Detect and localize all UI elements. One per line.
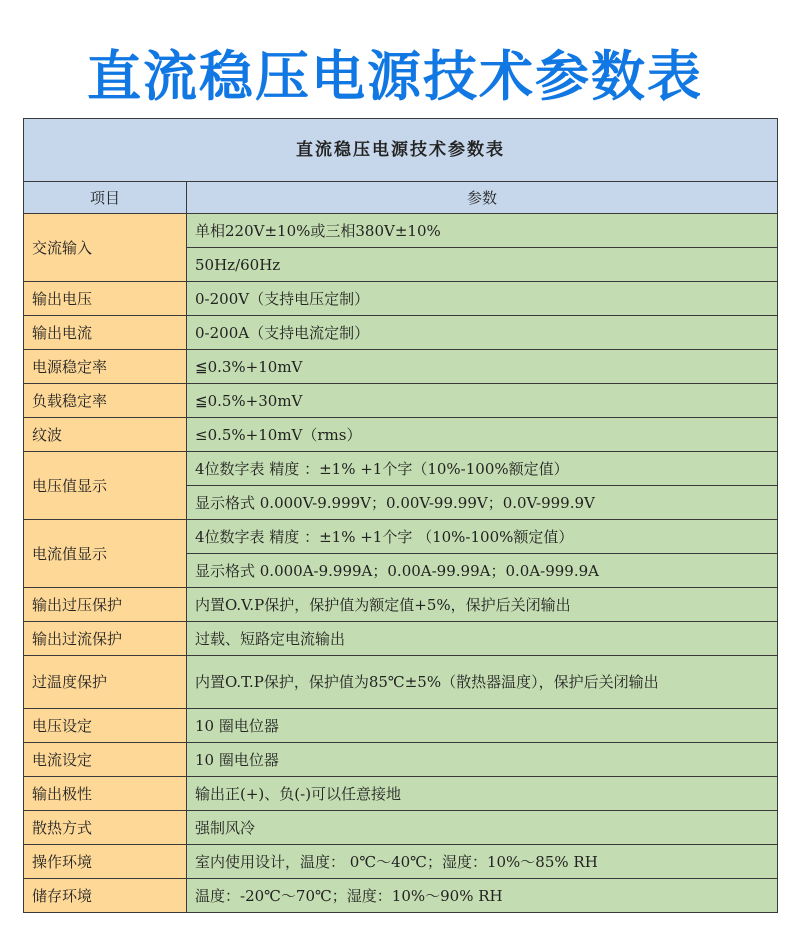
row-label: 储存环境 [24, 879, 187, 913]
table-row [24, 743, 778, 777]
row-value: 过载、短路定电流输出 [187, 622, 778, 656]
table-row [24, 350, 778, 384]
row-value: 10 圈电位器 [187, 743, 778, 777]
row-label: 输出过流保护 [24, 622, 187, 656]
row-value: ≦0.5%+30mV [187, 384, 778, 418]
row-value: 显示格式 0.000V-9.999V；0.00V-99.99V；0.0V-999.9V [187, 486, 778, 520]
table-row [24, 845, 778, 879]
table-row [24, 709, 778, 743]
row-value: 10 圈电位器 [187, 709, 778, 743]
table-row [24, 214, 778, 248]
table-title: 直流稳压电源技术参数表 [24, 119, 778, 182]
spec-table [23, 118, 778, 913]
row-label: 电源稳定率 [24, 350, 187, 384]
row-value: ≤0.5%+10mV（rms） [187, 418, 778, 452]
column-header-row [24, 182, 778, 214]
row-value: 室内使用设计，温度： 0℃～40℃；湿度：10%～85% RH [187, 845, 778, 879]
row-value: 显示格式 0.000A-9.999A；0.00A-99.99A；0.0A-999.9A [187, 554, 778, 588]
row-label: 电流设定 [24, 743, 187, 777]
table-title-row [24, 119, 778, 182]
row-label: 电压设定 [24, 709, 187, 743]
page-title: 直流稳压电源技术参数表 [87, 45, 703, 108]
row-label: 交流输入 [24, 214, 187, 282]
row-label: 输出电流 [24, 316, 187, 350]
row-label: 电流值显示 [24, 520, 187, 588]
row-label: 过温度保护 [24, 656, 187, 709]
row-value: 单相220V±10%或三相380V±10% [187, 214, 778, 248]
row-label: 负载稳定率 [24, 384, 187, 418]
table-row [24, 622, 778, 656]
row-label: 输出过压保护 [24, 588, 187, 622]
table-row [24, 520, 778, 554]
table-row [24, 777, 778, 811]
table-row [24, 879, 778, 913]
row-value: ≦0.3%+10mV [187, 350, 778, 384]
row-value: 4位数字表 精度 ：±1% +1个字 （10%-100%额定值） [187, 520, 778, 554]
table-row [24, 316, 778, 350]
row-label: 纹波 [24, 418, 187, 452]
table-row [24, 656, 778, 709]
row-value: 内置O.V.P保护，保护值为额定值+5%，保护后关闭输出 [187, 588, 778, 622]
row-label: 输出极性 [24, 777, 187, 811]
table-row [24, 384, 778, 418]
row-label: 操作环境 [24, 845, 187, 879]
row-value: 输出正(+)、负(-)可以任意接地 [187, 777, 778, 811]
row-value: 内置O.T.P保护，保护值为85℃±5%（散热器温度），保护后关闭输出 [187, 656, 778, 709]
row-label: 输出电压 [24, 282, 187, 316]
table-row [24, 282, 778, 316]
row-label: 电压值显示 [24, 452, 187, 520]
table-row [24, 588, 778, 622]
row-value: 强制风冷 [187, 811, 778, 845]
row-value: 50Hz/60Hz [187, 248, 778, 282]
table-row [24, 418, 778, 452]
table-row [24, 452, 778, 486]
table-row [24, 811, 778, 845]
row-label: 散热方式 [24, 811, 187, 845]
column-header-param: 参数 [187, 182, 778, 214]
column-header-item: 项目 [24, 182, 187, 214]
row-value: 4位数字表 精度 ：±1% +1个字（10%-100%额定值） [187, 452, 778, 486]
row-value: 温度：-20℃～70℃；湿度：10%～90% RH [187, 879, 778, 913]
row-value: 0-200V（支持电压定制） [187, 282, 778, 316]
row-value: 0-200A（支持电流定制） [187, 316, 778, 350]
